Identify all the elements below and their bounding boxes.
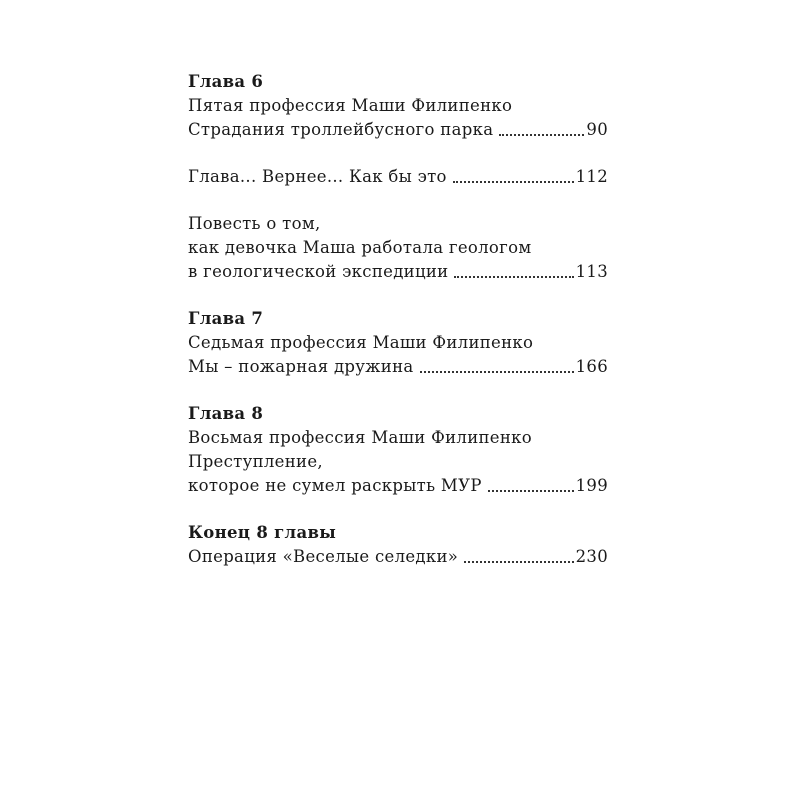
dot-leader <box>454 275 573 278</box>
toc-section-geologist-story <box>188 212 608 284</box>
toc-entry[interactable] <box>188 118 608 142</box>
toc-page-number: 199 <box>575 476 608 495</box>
entry-title-line: Преступление, <box>188 452 323 471</box>
chapter-subtitle: Седьмая профессия Маши Филипенко <box>188 333 534 352</box>
chapter-subtitle: Пятая профессия Маши Филипенко <box>188 96 513 115</box>
toc-section-end-chapter-8 <box>188 521 608 569</box>
dot-leader <box>464 560 573 563</box>
toc-entry-title: Мы – пожарная дружина <box>188 357 414 376</box>
toc-section-chapter-8 <box>188 402 608 498</box>
dot-leader <box>420 370 574 373</box>
dot-leader <box>499 133 584 136</box>
toc-entry-title: Операция «Веселые селедки» <box>188 547 459 566</box>
chapter-heading: Глава 7 <box>188 309 264 328</box>
dot-leader <box>488 489 574 492</box>
dot-leader <box>453 180 574 183</box>
table-of-contents <box>188 70 608 592</box>
toc-section-interlude <box>188 165 608 189</box>
toc-page-number: 166 <box>575 357 608 376</box>
toc-entry[interactable] <box>188 355 608 379</box>
toc-entry-title: Страдания троллейбусного парка <box>188 120 494 139</box>
entry-title-line: как девочка Маша работала геологом <box>188 238 532 257</box>
toc-page-number: 90 <box>586 120 608 139</box>
toc-entry[interactable] <box>188 545 608 569</box>
toc-page-number: 113 <box>575 262 608 281</box>
chapter-heading: Глава 8 <box>188 404 264 423</box>
toc-section-chapter-7 <box>188 307 608 379</box>
toc-entry-title: Глава... Вернее... Как бы это <box>188 167 447 186</box>
chapter-heading: Глава 6 <box>188 72 264 91</box>
toc-entry[interactable] <box>188 165 608 189</box>
toc-page-number: 112 <box>575 167 608 186</box>
entry-title-line: Повесть о том, <box>188 214 321 233</box>
toc-entry-title: в геологической экспедиции <box>188 262 449 281</box>
toc-page-number: 230 <box>575 547 608 566</box>
chapter-subtitle: Восьмая профессия Маши Филипенко <box>188 428 533 447</box>
toc-entry-title: которое не сумел раскрыть МУР <box>188 476 482 495</box>
toc-entry[interactable] <box>188 260 608 284</box>
chapter-heading: Конец 8 главы <box>188 523 337 542</box>
toc-section-chapter-6 <box>188 70 608 142</box>
toc-entry[interactable] <box>188 474 608 498</box>
